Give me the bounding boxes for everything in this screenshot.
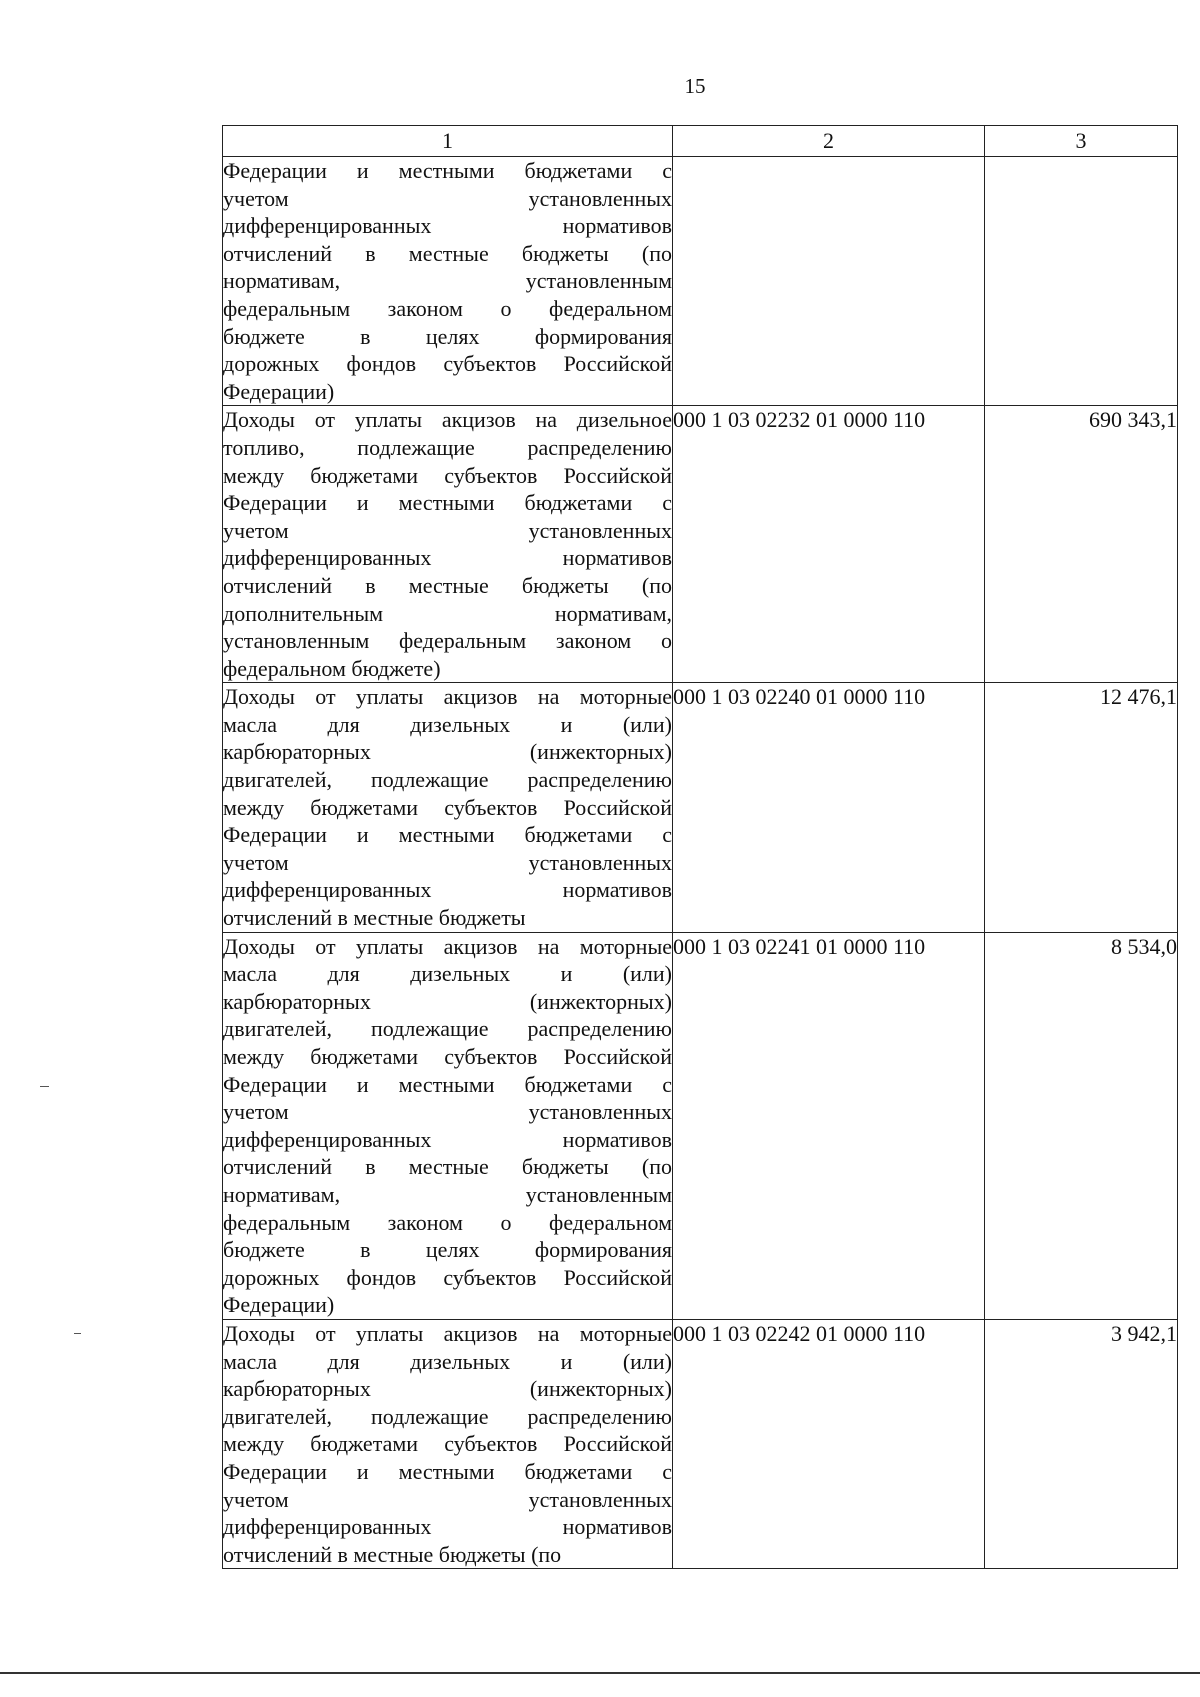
revenue-name-line: карбюраторных (инжекторных)	[223, 739, 672, 765]
table-row	[223, 932, 1178, 1319]
revenue-name-line: дифференцированных нормативов	[223, 1514, 672, 1540]
amount-cell: 8 534,0	[985, 932, 1178, 1319]
revenue-name-line: между бюджетами субъектов Российской	[223, 794, 672, 820]
table-row	[223, 1319, 1178, 1568]
revenue-table	[222, 125, 1178, 1569]
revenue-name-line: федеральным законом о федеральном	[223, 1209, 672, 1235]
revenue-name-line: дорожных фондов субъектов Российской	[223, 1264, 672, 1290]
revenue-name-line: двигателей, подлежащие распределению	[223, 1016, 672, 1042]
revenue-name-line: дифференцированных нормативов	[223, 545, 672, 571]
budget-code-cell: 000 1 03 02241 01 0000 110	[673, 932, 985, 1319]
revenue-name-line: дополнительным нормативам,	[223, 600, 672, 626]
revenue-name-line: масла для дизельных и (или)	[223, 1348, 672, 1374]
revenue-name-line: между бюджетами субъектов Российской	[223, 1431, 672, 1457]
revenue-name-cell	[223, 932, 673, 1319]
revenue-name-line: дифференцированных нормативов	[223, 1126, 672, 1152]
revenue-name-line: дифференцированных нормативов	[223, 213, 672, 239]
revenue-name-line: бюджете в целях формирования	[223, 323, 672, 349]
table-body	[223, 157, 1178, 1569]
table-header-row	[223, 126, 1178, 157]
budget-code-cell: 000 1 03 02240 01 0000 110	[673, 683, 985, 932]
budget-code-cell: 000 1 03 02242 01 0000 110	[673, 1319, 985, 1568]
revenue-name-line: Федерации и местными бюджетами с	[223, 1458, 672, 1484]
column-header-3: 3	[985, 126, 1178, 157]
revenue-name-line: карбюраторных (инжекторных)	[223, 988, 672, 1014]
table-row	[223, 157, 1178, 406]
revenue-name-line: двигателей, подлежащие распределению	[223, 767, 672, 793]
budget-code-cell: 000 1 03 02232 01 0000 110	[673, 406, 985, 683]
revenue-name-line: учетом установленных	[223, 1486, 672, 1512]
scan-mark	[40, 1086, 49, 1087]
revenue-name-line: отчислений в местные бюджеты (по	[223, 240, 672, 266]
revenue-name-line: отчислений в местные бюджеты (по	[223, 1541, 562, 1567]
revenue-name-line: учетом установленных	[223, 517, 672, 543]
revenue-name-line: дорожных фондов субъектов Российской	[223, 351, 672, 377]
column-header-1: 1	[223, 126, 673, 157]
revenue-name-line: Федерации и местными бюджетами с	[223, 822, 672, 848]
revenue-name-line: Доходы от уплаты акцизов на моторные	[223, 1320, 672, 1346]
revenue-name-line: нормативам, установленным	[223, 1181, 672, 1207]
revenue-name-cell	[223, 683, 673, 932]
revenue-name-line: учетом установленных	[223, 849, 672, 875]
amount-cell: 12 476,1	[985, 683, 1178, 932]
revenue-name-line: топливо, подлежащие распределению	[223, 434, 672, 460]
revenue-name-line: Федерации и местными бюджетами с	[223, 1071, 672, 1097]
scan-mark	[74, 1333, 81, 1334]
table-row	[223, 683, 1178, 932]
revenue-name-line: Доходы от уплаты акцизов на моторные	[223, 933, 672, 959]
revenue-name-line: установленным федеральным законом о	[223, 628, 672, 654]
revenue-name-line: Доходы от уплаты акцизов на дизельное	[223, 407, 672, 433]
revenue-name-line: между бюджетами субъектов Российской	[223, 1044, 672, 1069]
revenue-name-line: Доходы от уплаты акцизов на моторные	[223, 684, 672, 710]
page-number: 15	[684, 74, 706, 98]
revenue-name-line: карбюраторных (инжекторных)	[223, 1376, 672, 1402]
revenue-name-line: учетом установленных	[223, 1099, 672, 1125]
revenue-name-line: масла для дизельных и (или)	[223, 961, 672, 987]
amount-cell	[985, 157, 1178, 406]
revenue-name-line: нормативам, установленным	[223, 268, 672, 294]
revenue-name-line: Федерации)	[223, 1292, 335, 1318]
revenue-name-line: Федерации и местными бюджетами с	[223, 158, 672, 183]
revenue-name-line: федеральным законом о федеральном	[223, 295, 672, 321]
revenue-name-line: дифференцированных нормативов	[223, 877, 672, 903]
revenue-name-cell	[223, 1319, 673, 1568]
bottom-rule	[0, 1672, 1200, 1674]
revenue-name-line: отчислений в местные бюджеты	[223, 905, 526, 931]
revenue-name-line: отчислений в местные бюджеты (по	[223, 1154, 672, 1180]
revenue-name-line: бюджете в целях формирования	[223, 1237, 672, 1263]
revenue-name-line: отчислений в местные бюджеты (по	[223, 572, 672, 598]
revenue-name-line: федеральном бюджете)	[223, 655, 441, 681]
revenue-name-line: между бюджетами субъектов Российской	[223, 462, 672, 488]
revenue-name-line: двигателей, подлежащие распределению	[223, 1403, 672, 1429]
amount-cell: 3 942,1	[985, 1319, 1178, 1568]
table-row	[223, 406, 1178, 683]
budget-code-cell	[673, 157, 985, 406]
revenue-name-line: Федерации и местными бюджетами с	[223, 490, 672, 516]
column-header-2: 2	[673, 126, 985, 157]
revenue-name-line: учетом установленных	[223, 185, 672, 211]
amount-cell: 690 343,1	[985, 406, 1178, 683]
revenue-name-line: масла для дизельных и (или)	[223, 711, 672, 737]
revenue-name-cell	[223, 406, 673, 683]
revenue-name-cell	[223, 157, 673, 406]
revenue-name-line: Федерации)	[223, 378, 335, 404]
